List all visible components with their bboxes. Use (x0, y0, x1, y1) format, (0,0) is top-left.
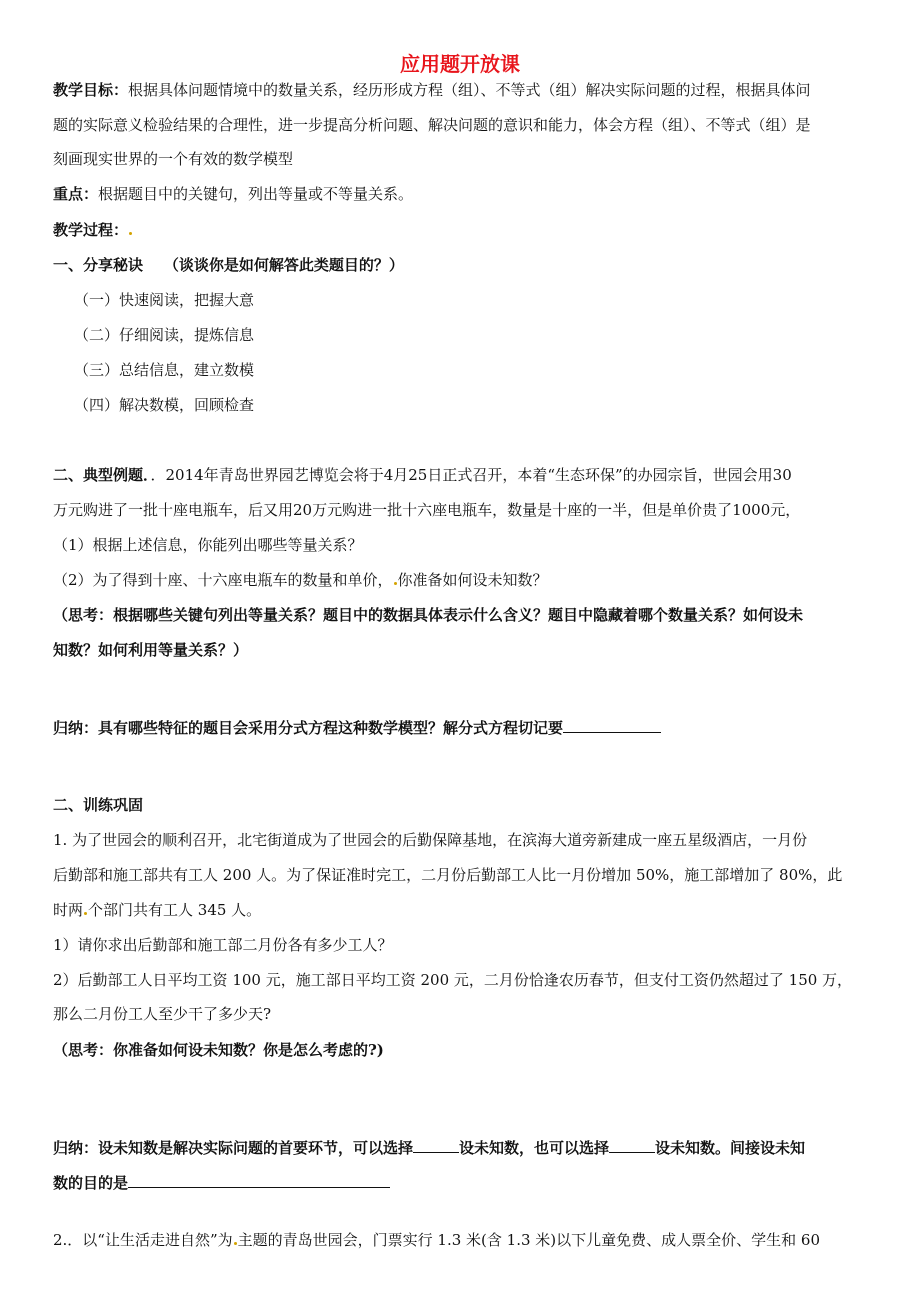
objectives-line-2: 题的实际意义检验结果的合理性，进一步提高分析问题、解决问题的意识和能力，体会方程（组）、不等式（组）是 (53, 116, 811, 134)
objectives-line-3: 刻画现实世界的一个有效的数学模型 (53, 150, 294, 168)
answer-blank[interactable] (413, 1138, 459, 1153)
key-point-text: 根据题目中的关键句，列出等量或不等量关系。 (98, 185, 414, 203)
key-point (53, 184, 413, 204)
problem1-question-2-line-1: 2）后勤部工人日平均工资 100 元，施工部日平均工资 200 元，二月份恰逢农历春节，但支付工资仍然超过了 150 万， (53, 971, 853, 989)
example-think-2: 知数？如何利用等量关系？） (53, 641, 249, 659)
section1-heading-line (53, 255, 404, 275)
problem1-line-2: 后勤部和施工部共有工人 200 人。为了保证准时完工，二月份后勤部工人比一月份增加 50%，施工部增加了 80%，此 (53, 866, 843, 884)
problem2-text-a: 2.．以“让生活走进自然”为 (53, 1231, 233, 1249)
section3-summary-d: 数的目的是 (53, 1174, 129, 1192)
answer-blank[interactable] (609, 1138, 655, 1153)
problem1-question-1: 1）请你求出后勤部和施工部二月份各有多少工人？ (53, 936, 393, 954)
example-text-1: ．2014年青岛世界园艺博览会将于4月25日正式召开，本着“生态环保”的办园宗旨，世园会用30 (150, 466, 792, 484)
section3-summary-a: 归纳：设未知数是解决实际问题的首要环节，可以选择 (53, 1139, 414, 1157)
section3-heading: 二、训练巩固 (53, 796, 144, 814)
objectives-text-1: 根据具体问题情境中的数量关系，经历形成方程（组）、不等式（组）解决实际问题的过程，根据具体问 (128, 81, 811, 99)
example-question-2a: （2）为了得到十座、十六座电瓶车的数量和单价， (53, 571, 393, 589)
dot-mark (394, 582, 397, 585)
example-line-2: 万元购进了一批十座电瓶车，后又用20万元购进一批十六座电瓶车，数量是十座的一半，但是单价贵了1000元， (53, 501, 801, 519)
problem1-line-1: 1. 为了世园会的顺利召开，北宅街道成为了世园会的后勤保障基地，在滨海大道旁新建成一座五星级酒店，一月份 (53, 831, 808, 849)
answer-blank[interactable] (563, 718, 661, 733)
section3-summary-c: 设未知数。间接设未知 (655, 1139, 806, 1157)
section1-step-3: （三）总结信息，建立数模 (74, 361, 255, 379)
section1-heading: 一、分享秘诀 (53, 256, 144, 274)
problem1-line-3a: 时两 (53, 901, 84, 919)
process-heading (53, 220, 133, 240)
example-summary (53, 718, 661, 738)
objectives-line-1 (53, 80, 811, 100)
section1-step-1: （一）快速阅读，把握大意 (74, 291, 255, 309)
example-think-1: （思考：根据哪些关键句列出等量关系？题目中的数据具体表示什么含义？题目中隐藏着哪个数量关系？如何设未 (53, 606, 804, 624)
section1-step-4: （四）解决数模，回顾检查 (74, 396, 255, 414)
page-title: 应用题开放课 (400, 52, 520, 76)
section2-heading: 二、典型例题． (53, 466, 151, 484)
section3-summary-line-1 (53, 1138, 805, 1158)
problem1-think: （思考：你准备如何设未知数？你是怎么考虑的?) (53, 1041, 384, 1059)
section3-summary-b: 设未知数，也可以选择 (459, 1139, 610, 1157)
example-question-1: （1）根据上述信息，你能列出哪些等量关系？ (53, 536, 363, 554)
example-question-2 (53, 570, 548, 590)
dot-mark (234, 1242, 237, 1245)
example-summary-text: 归纳：具有哪些特征的题目会采用分式方程这种数学模型？解分式方程切记要 (53, 719, 564, 737)
problem2-line-1 (53, 1230, 820, 1250)
key-point-label: 重点： (53, 185, 99, 203)
problem1-line-3 (53, 900, 261, 920)
answer-blank[interactable] (128, 1173, 390, 1188)
dot-mark (84, 912, 87, 915)
section1-prompt: （谈谈你是如何解答此类题目的？） (163, 256, 404, 274)
example-line-1 (53, 465, 792, 485)
objectives-label: 教学目标： (53, 81, 129, 99)
dot-mark (129, 232, 132, 235)
problem2-text-b: 主题的青岛世园会，门票实行 1.3 米(含 1.3 米)以下儿童免费、成人票全价、学生和 60 (237, 1231, 821, 1249)
problem1-line-3b: 个部门共有工人 345 人。 (88, 901, 262, 919)
process-label: 教学过程： (53, 221, 129, 239)
example-question-2b: 你准备如何设未知数？ (397, 571, 548, 589)
problem1-question-2-line-2: 那么二月份工人至少干了多少天? (53, 1005, 272, 1023)
section3-summary-line-2 (53, 1173, 390, 1193)
section1-step-2: （二）仔细阅读，提炼信息 (74, 326, 255, 344)
